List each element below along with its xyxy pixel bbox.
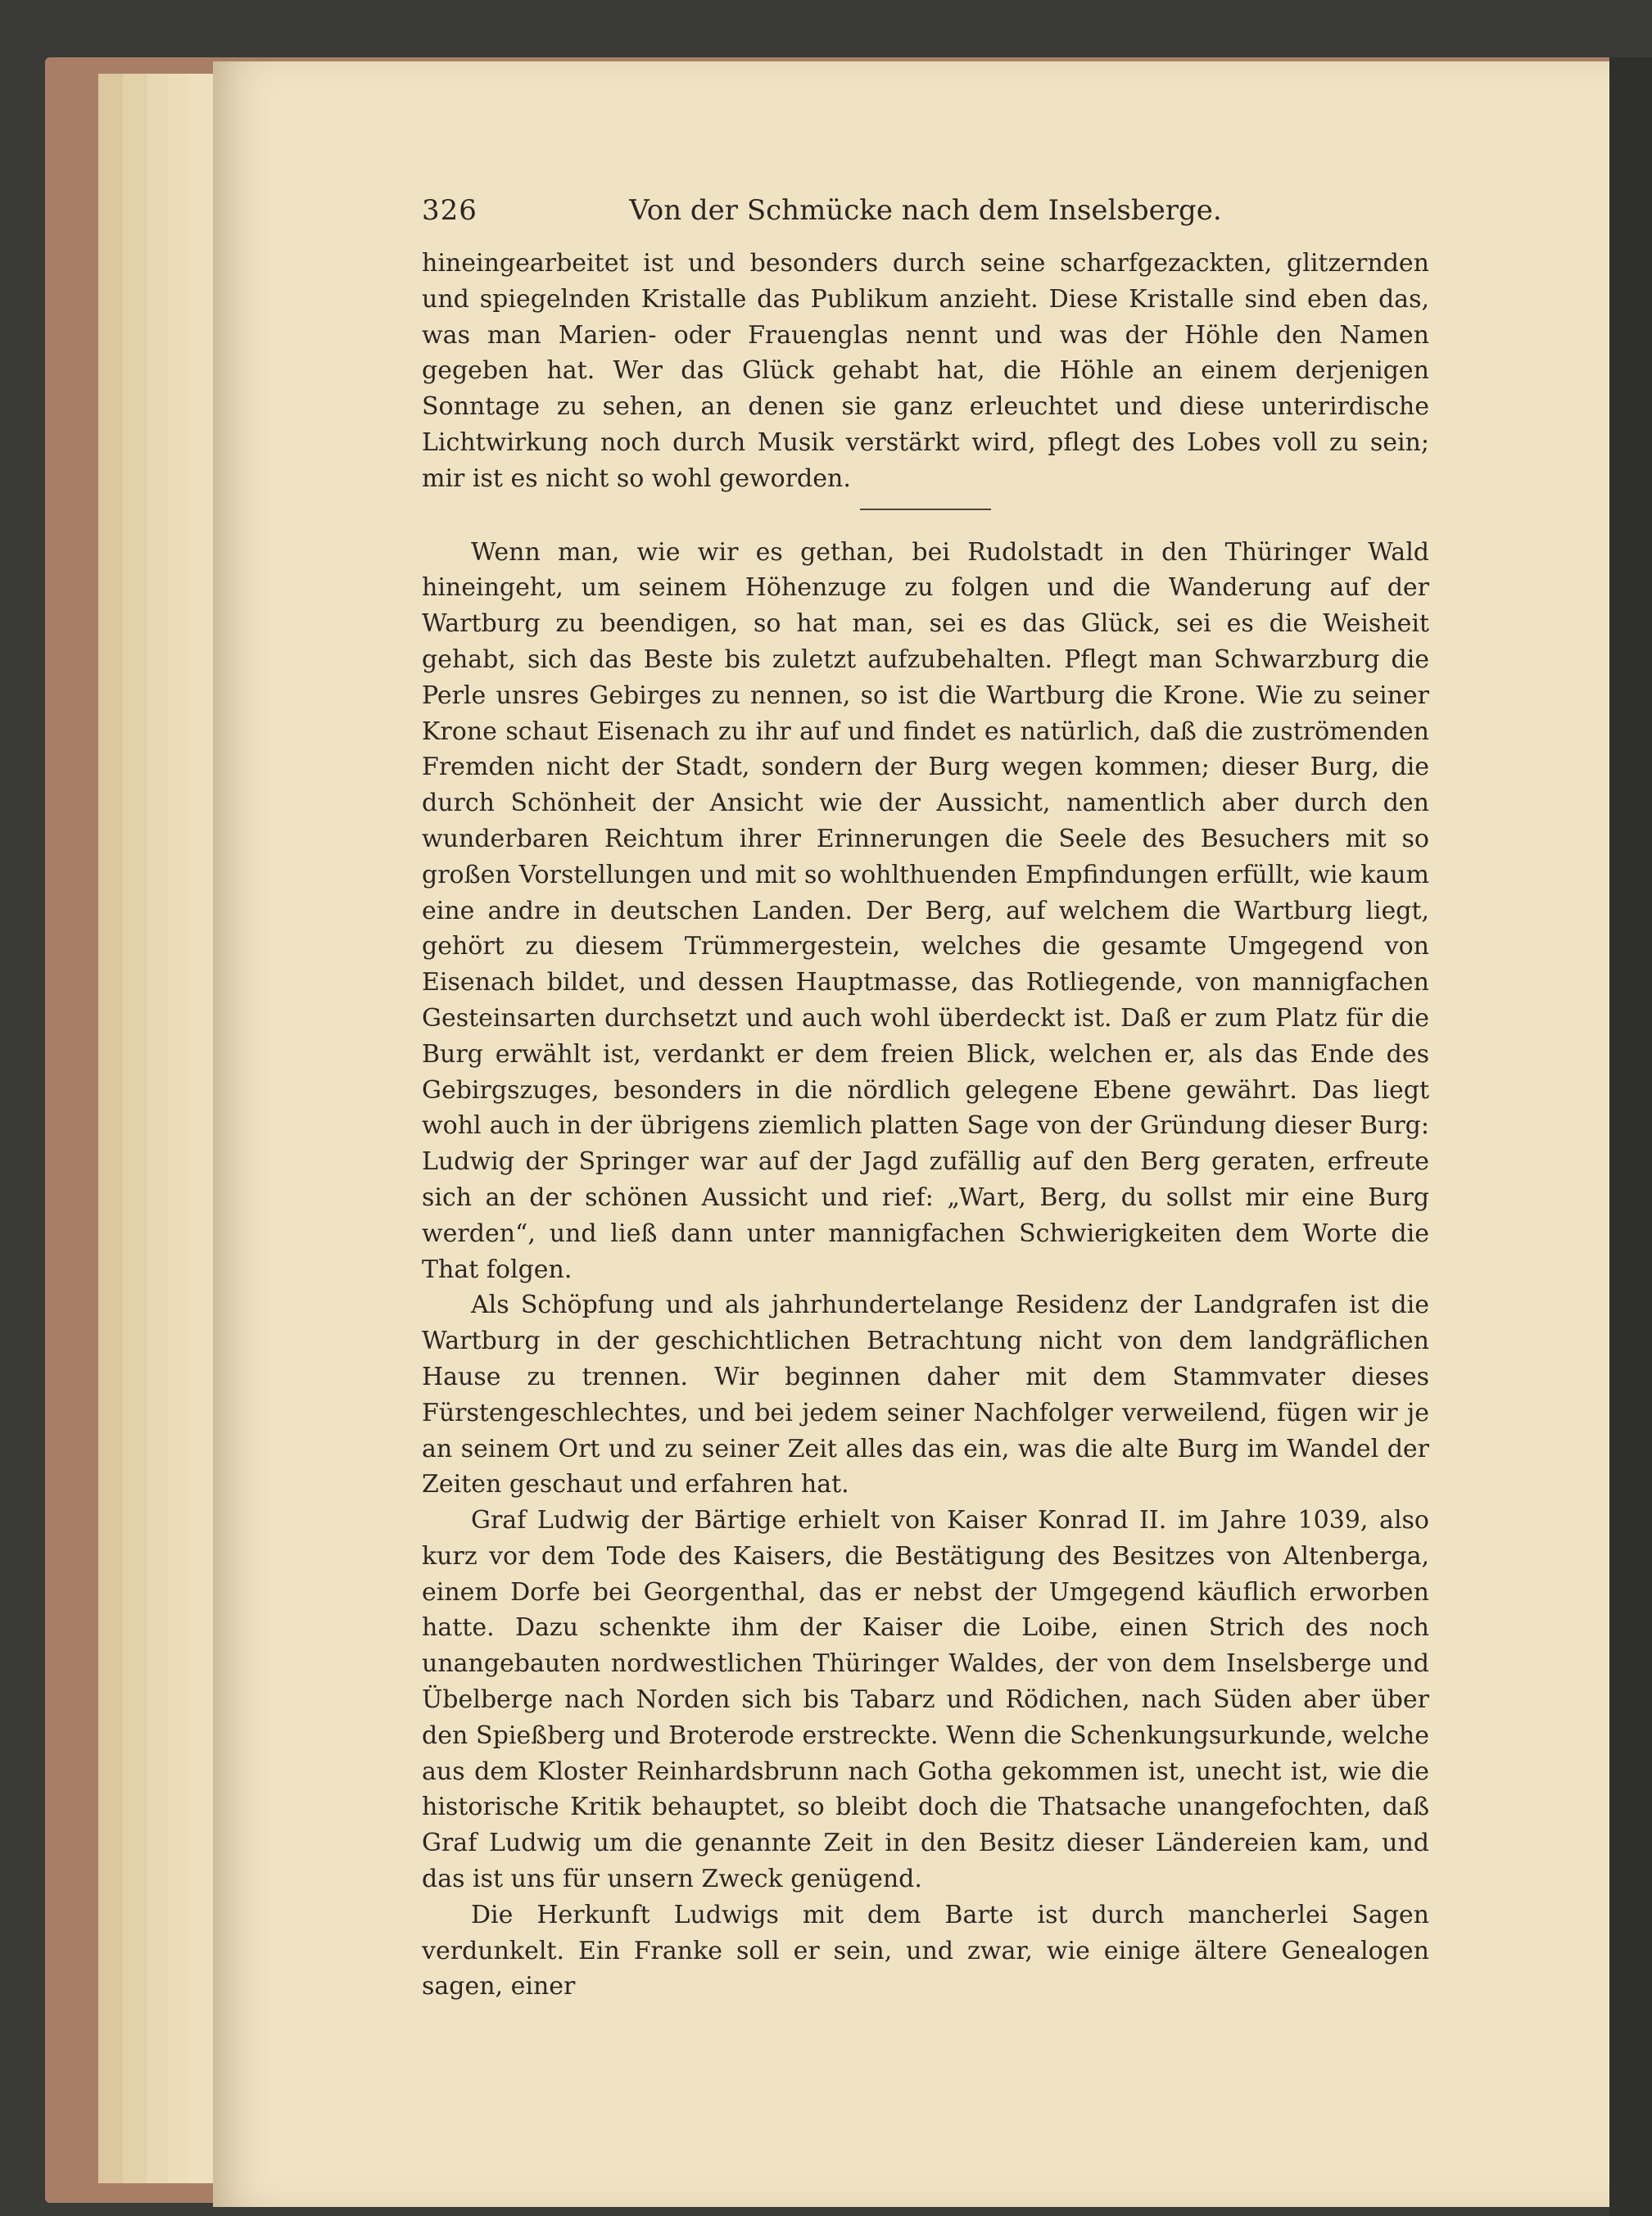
scan-background — [1609, 57, 1652, 2216]
paragraph: Als Schöpfung und als jahrhundertelange Residenz der Landgrafen ist die Wartburg in der geschichtlichen Betrachtung nicht von dem landgräflichen Hause zu trennen. Wir beginnen daher mit dem Stammvater dieses Fürstengeschlechtes, und bei jedem seiner Nachfolger verweilend, fügen wir je an seinem Ort und zu seiner Zeit alles das ein, was die alte Burg im Wandel der Zeiten geschaut und erfahren hat. — [422, 1291, 1429, 1499]
paragraph: hineingearbeitet ist und besonders durch seine scharfgezackten, glitzernden und spiegelnden Kristalle das Publikum anzieht. Diese Kristalle sind eben das, was man Marien- oder Frauenglas nennt und was der Höhle den Namen gegeben hat. Wer das Glück gehabt hat, die Höhle an einem derjenigen Sonntage zu sehen, an denen sie ganz erleuchtet und diese unterirdische Lichtwirkung noch durch Musik verstärkt wird, pflegt des Lobes voll zu sein; mir ist es nicht so wohl geworden. — [422, 249, 1429, 493]
page-header — [422, 194, 1429, 235]
running-title: Von der Schmücke nach dem Inselsberge. — [629, 194, 1222, 227]
paragraph: Graf Ludwig der Bärtige erhielt von Kaiser Konrad II. im Jahre 1039, also kurz vor dem Tode des Kaisers, die Bestätigung des Besitzes von Altenberga, einem Dorfe bei Georgenthal, das er nebst der Umgegend käuflich erworben hatte. Dazu schenkte ihm der Kaiser die Loibe, einen Strich des noch unangebauten nordwestlichen Thüringer Waldes, der von dem Inselsberge und Übelberge nach Norden sich bis Tabarz und Rödichen, nach Süden aber über den Spießberg und Broterode erstreckte. Wenn die Schenkungsurkunde, welche aus dem Kloster Reinhardsbrunn nach Gotha gekommen ist, unecht ist, wie die historische Kritik behauptet, so bleibt doch die Thatsache unangefochten, daß Graf Ludwig um die genannte Zeit in den Besitz dieser Ländereien kam, und das ist uns für unsern Zweck genügend. — [422, 1506, 1429, 1894]
page-body — [422, 246, 1429, 2005]
section-divider — [860, 509, 991, 510]
paragraph: Wenn man, wie wir es gethan, bei Rudolstadt in den Thüringer Wald hineingeht, um seinem Höhenzuge zu folgen und die Wanderung auf der Wartburg zu beendigen, so hat man, sei es das Glück, sei es die Weisheit gehabt, sich das Beste bis zuletzt aufzubehalten. Pflegt man Schwarzburg die Perle unsres Gebirges zu nennen, so ist die Wartburg die Krone. Wie zu seiner Krone schaut Eisenach zu ihr auf und findet es natürlich, daß die zuströmenden Fremden nicht der Stadt, sondern der Burg wegen kommen; dieser Burg, die durch Schönheit der Ansicht wie der Aussicht, namentlich aber durch den wunderbaren Reichtum ihrer Erinnerungen die Seele des Besuchers mit so großen Vorstellungen und mit so wohlthuenden Empfindungen erfüllt, wie kaum eine andre in deutschen Landen. Der Berg, auf welchem die Wartburg liegt, gehört zu diesem Trümmergestein, welches die gesamte Umgegend von Eisenach bildet, und dessen Hauptmasse, das Rotliegende, von mannigfachen Gesteinsarten durchsetzt und auch wohl überdeckt ist. Daß er zum Platz für die Burg erwählt ist, verdankt er dem freien Blick, welchen er, als das Ende des Gebirgszuges, besonders in die nördlich gelegene Ebene gewährt. Das liegt wohl auch in der übrigens ziemlich platten Sage von der Gründung dieser Burg: Ludwig der Springer war auf der Jagd zufällig auf den Berg geraten, erfreute sich an der schönen Aussicht und rief: „Wart, Berg, du sollst mir eine Burg werden“, und ließ dann unter mannigfachen Schwierigkeiten dem Worte die That folgen. — [422, 537, 1429, 1284]
page-number: 326 — [422, 194, 477, 227]
paragraph: Die Herkunft Ludwigs mit dem Barte ist durch mancherlei Sagen verdunkelt. Ein Franke soll er sein, und zwar, wie einige ältere Genealogen sagen, einer — [422, 1900, 1429, 2001]
